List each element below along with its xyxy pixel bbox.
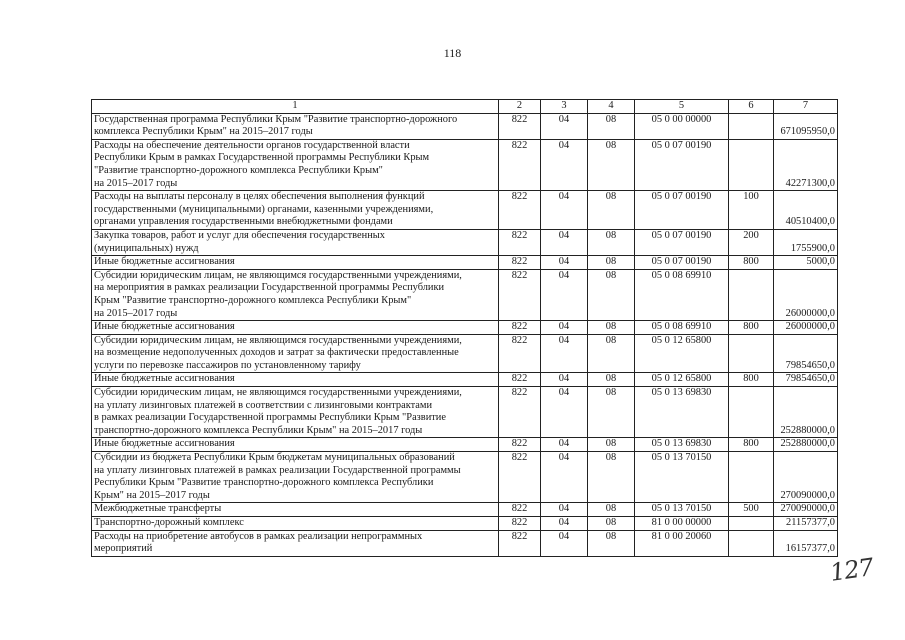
row-amount-cell: 1755900,0 — [774, 229, 838, 255]
row-target-code-cell: 05 0 00 00000 — [635, 113, 729, 139]
row-target-code-cell: 05 0 13 69830 — [635, 387, 729, 438]
row-expense-type-cell — [729, 113, 774, 139]
row-subsection-cell: 08 — [588, 229, 635, 255]
row-admin-code-cell: 822 — [499, 334, 541, 373]
row-target-code-cell: 81 0 00 20060 — [635, 530, 729, 556]
row-admin-code-cell: 822 — [499, 438, 541, 452]
row-section-cell: 04 — [541, 517, 588, 531]
row-subsection-cell: 08 — [588, 334, 635, 373]
row-amount-cell: 79854650,0 — [774, 334, 838, 373]
row-section-cell: 04 — [541, 191, 588, 230]
row-name-cell: Субсидии юридическим лицам, не являющимся государственными учреждениями, на возмещение недополученных доходов и затрат за фактически предоставленные услуги по перевозке пассажиров по установленному тарифу — [92, 334, 499, 373]
row-admin-code-cell: 822 — [499, 191, 541, 230]
row-section-cell: 04 — [541, 438, 588, 452]
row-section-cell: 04 — [541, 452, 588, 503]
row-subsection-cell: 08 — [588, 530, 635, 556]
table-row — [92, 438, 838, 452]
row-amount-cell: 21157377,0 — [774, 517, 838, 531]
row-admin-code-cell: 822 — [499, 452, 541, 503]
table-row — [92, 321, 838, 335]
row-section-cell: 04 — [541, 139, 588, 190]
row-expense-type-cell — [729, 530, 774, 556]
row-admin-code-cell: 822 — [499, 229, 541, 255]
row-expense-type-cell — [729, 334, 774, 373]
row-amount-cell: 16157377,0 — [774, 530, 838, 556]
row-section-cell: 04 — [541, 373, 588, 387]
row-name-cell: Субсидии юридическим лицам, не являющимся государственными учреждениями, на мероприятия в рамках реализации Государственной программы Республики Крым "Развитие транспортно-дорожного комплекса Республики Крым" на 2015–2017 годы — [92, 269, 499, 320]
row-admin-code-cell: 822 — [499, 256, 541, 270]
row-amount-cell: 40510400,0 — [774, 191, 838, 230]
row-subsection-cell: 08 — [588, 191, 635, 230]
row-name-cell: Иные бюджетные ассигнования — [92, 373, 499, 387]
row-amount-cell: 252880000,0 — [774, 438, 838, 452]
row-amount-cell: 26000000,0 — [774, 321, 838, 335]
row-amount-cell: 79854650,0 — [774, 373, 838, 387]
row-subsection-cell: 08 — [588, 269, 635, 320]
table-row — [92, 229, 838, 255]
row-subsection-cell: 08 — [588, 256, 635, 270]
row-target-code-cell: 05 0 13 70150 — [635, 503, 729, 517]
row-expense-type-cell: 500 — [729, 503, 774, 517]
row-admin-code-cell: 822 — [499, 503, 541, 517]
column-header: 1 — [92, 100, 499, 114]
row-amount-cell: 42271300,0 — [774, 139, 838, 190]
row-section-cell: 04 — [541, 530, 588, 556]
column-header: 5 — [635, 100, 729, 114]
row-subsection-cell: 08 — [588, 452, 635, 503]
row-target-code-cell: 05 0 07 00190 — [635, 139, 729, 190]
row-name-cell: Межбюджетные трансферты — [92, 503, 499, 517]
table-row — [92, 503, 838, 517]
row-name-cell: Расходы на выплаты персоналу в целях обеспечения выполнения функций государственными (муниципальными) органами, казенными учреждениями, органами управления государственными внебюджетными фондами — [92, 191, 499, 230]
row-subsection-cell: 08 — [588, 139, 635, 190]
table-row — [92, 530, 838, 556]
handwritten-page-mark: 127 — [828, 553, 875, 587]
column-header: 2 — [499, 100, 541, 114]
table-row — [92, 269, 838, 320]
row-target-code-cell: 05 0 12 65800 — [635, 334, 729, 373]
row-admin-code-cell: 822 — [499, 113, 541, 139]
row-target-code-cell: 05 0 12 65800 — [635, 373, 729, 387]
row-section-cell: 04 — [541, 334, 588, 373]
table-row — [92, 256, 838, 270]
row-amount-cell: 270090000,0 — [774, 503, 838, 517]
row-name-cell: Иные бюджетные ассигнования — [92, 438, 499, 452]
row-subsection-cell: 08 — [588, 321, 635, 335]
row-expense-type-cell: 800 — [729, 373, 774, 387]
column-header: 3 — [541, 100, 588, 114]
row-target-code-cell: 81 0 00 00000 — [635, 517, 729, 531]
row-subsection-cell: 08 — [588, 113, 635, 139]
row-target-code-cell: 05 0 07 00190 — [635, 229, 729, 255]
row-target-code-cell: 05 0 13 69830 — [635, 438, 729, 452]
row-name-cell: Расходы на обеспечение деятельности органов государственной власти Республики Крым в рамках Государственной программы Республики Крым "Развитие транспортно-дорожного комплекса Республики Крым" на 2015–2017 годы — [92, 139, 499, 190]
row-subsection-cell: 08 — [588, 373, 635, 387]
column-header: 6 — [729, 100, 774, 114]
header-row — [92, 100, 838, 114]
row-admin-code-cell: 822 — [499, 387, 541, 438]
row-name-cell: Субсидии из бюджета Республики Крым бюджетам муниципальных образований на уплату лизинговых платежей в рамках реализации Государственной программы Республики Крым "Развитие транспортно-дорожного комплекса Республики Крым" на 2015–2017 годы — [92, 452, 499, 503]
table-row — [92, 139, 838, 190]
row-amount-cell: 671095950,0 — [774, 113, 838, 139]
row-name-cell: Иные бюджетные ассигнования — [92, 321, 499, 335]
row-expense-type-cell: 800 — [729, 256, 774, 270]
table-row — [92, 334, 838, 373]
row-admin-code-cell: 822 — [499, 530, 541, 556]
row-amount-cell: 5000,0 — [774, 256, 838, 270]
row-admin-code-cell: 822 — [499, 269, 541, 320]
row-expense-type-cell — [729, 517, 774, 531]
row-expense-type-cell — [729, 452, 774, 503]
row-admin-code-cell: 822 — [499, 321, 541, 335]
table-row — [92, 373, 838, 387]
row-section-cell: 04 — [541, 503, 588, 517]
row-admin-code-cell: 822 — [499, 139, 541, 190]
table-row — [92, 387, 838, 438]
row-name-cell: Расходы на приобретение автобусов в рамках реализации непрограммных мероприятий — [92, 530, 499, 556]
row-amount-cell: 252880000,0 — [774, 387, 838, 438]
row-admin-code-cell: 822 — [499, 517, 541, 531]
row-amount-cell: 26000000,0 — [774, 269, 838, 320]
row-target-code-cell: 05 0 07 00190 — [635, 191, 729, 230]
row-target-code-cell: 05 0 13 70150 — [635, 452, 729, 503]
row-expense-type-cell — [729, 269, 774, 320]
row-expense-type-cell — [729, 387, 774, 438]
row-target-code-cell: 05 0 08 69910 — [635, 321, 729, 335]
row-expense-type-cell — [729, 139, 774, 190]
row-section-cell: 04 — [541, 269, 588, 320]
row-section-cell: 04 — [541, 229, 588, 255]
page-number: 118 — [443, 46, 462, 60]
table-row — [92, 452, 838, 503]
row-section-cell: 04 — [541, 387, 588, 438]
table-row — [92, 113, 838, 139]
row-subsection-cell: 08 — [588, 438, 635, 452]
row-name-cell: Иные бюджетные ассигнования — [92, 256, 499, 270]
table-row — [92, 517, 838, 531]
row-admin-code-cell: 822 — [499, 373, 541, 387]
row-target-code-cell: 05 0 08 69910 — [635, 269, 729, 320]
table-row — [92, 191, 838, 230]
row-name-cell: Закупка товаров, работ и услуг для обеспечения государственных (муниципальных) нужд — [92, 229, 499, 255]
row-target-code-cell: 05 0 07 00190 — [635, 256, 729, 270]
row-section-cell: 04 — [541, 256, 588, 270]
row-expense-type-cell: 200 — [729, 229, 774, 255]
row-amount-cell: 270090000,0 — [774, 452, 838, 503]
budget-table — [91, 99, 838, 557]
column-header: 7 — [774, 100, 838, 114]
column-header: 4 — [588, 100, 635, 114]
row-subsection-cell: 08 — [588, 517, 635, 531]
row-expense-type-cell: 800 — [729, 321, 774, 335]
row-name-cell: Транспортно-дорожный комплекс — [92, 517, 499, 531]
row-subsection-cell: 08 — [588, 503, 635, 517]
row-subsection-cell: 08 — [588, 387, 635, 438]
row-expense-type-cell: 800 — [729, 438, 774, 452]
row-expense-type-cell: 100 — [729, 191, 774, 230]
row-section-cell: 04 — [541, 113, 588, 139]
row-name-cell: Государственная программа Республики Крым "Развитие транспортно-дорожного комплекса Республики Крым" на 2015–2017 годы — [92, 113, 499, 139]
row-section-cell: 04 — [541, 321, 588, 335]
row-name-cell: Субсидии юридическим лицам, не являющимся государственными учреждениями, на уплату лизинговых платежей в соответствии с лизинговыми контрактами в рамках реализации Государственной программы Республики Крым "Развитие транспортно-дорожного комплекса Республики Крым" на 2015–2017 годы — [92, 387, 499, 438]
